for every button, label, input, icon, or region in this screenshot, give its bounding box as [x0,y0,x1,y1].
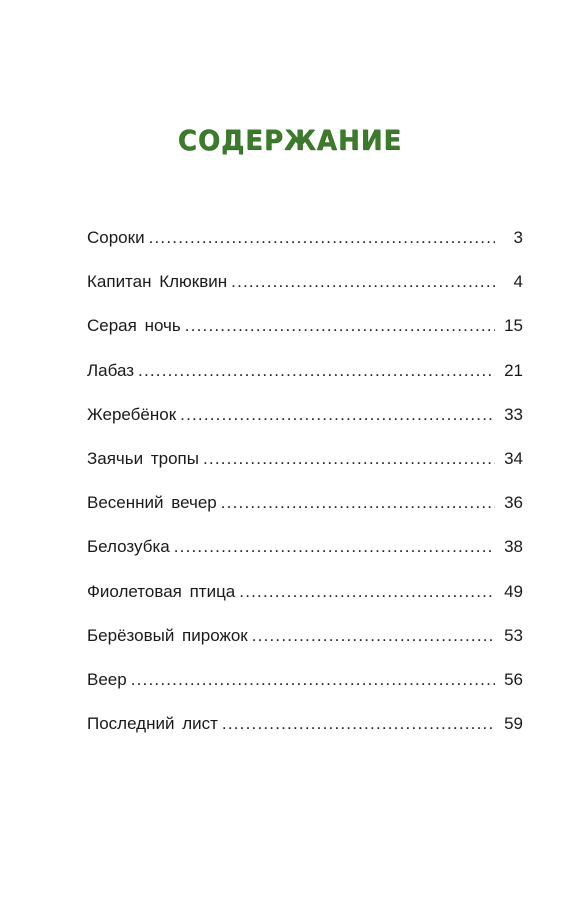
entry-title: Лабаз [87,360,135,380]
toc-entry [87,668,523,712]
entry-page-number: 59 [504,714,523,734]
dot-leader [138,359,495,383]
dot-leader [149,226,495,250]
entry-page-number: 56 [504,669,523,689]
entry-title: Берёзовый пирожок [87,625,248,645]
toc-entry [87,535,523,579]
entry-page-number: 4 [513,272,523,292]
entry-page-number: 38 [504,537,523,557]
entry-title: Жеребёнок [87,404,177,424]
toc-list [87,226,523,756]
dot-leader [231,270,495,294]
toc-entry [87,226,523,270]
toc-entry [87,447,523,491]
dot-leader [222,712,495,736]
entry-title: Последний лист [87,714,218,734]
toc-entry [87,270,523,314]
dot-leader [203,447,495,471]
dot-leader [131,668,495,692]
entry-title: Веер [87,669,127,689]
entry-title: Капитан Клюквин [87,272,228,292]
entry-page-number: 33 [504,404,523,424]
toc-entry [87,624,523,668]
dot-leader [252,624,495,648]
entry-page-number: 34 [504,448,523,468]
dot-leader [221,491,495,515]
entry-page-number: 15 [504,316,523,336]
entry-title: Сороки [87,228,145,247]
entry-title: Заячьи тропы [87,448,199,468]
dot-leader [239,580,495,604]
entry-title: Фиолетовая птица [87,581,236,601]
toc-entry [87,314,523,358]
entry-page-number: 3 [513,228,523,247]
entry-title: Белозубка [87,537,170,557]
entry-page-number: 36 [504,493,523,513]
entry-page-number: 49 [504,581,523,601]
toc-entry [87,580,523,624]
entry-title: Весенний вечер [87,493,217,513]
entry-title: Серая ночь [87,316,181,336]
toc-entry [87,712,523,756]
toc-entry [87,403,523,447]
entry-page-number: 53 [504,625,523,645]
dot-leader [180,403,495,427]
toc-entry [87,359,523,403]
dot-leader [174,535,495,559]
toc-entry [87,491,523,535]
entry-page-number: 21 [504,360,523,380]
toc-heading: СОДЕРЖАНИЕ [177,125,403,157]
dot-leader [185,314,495,338]
